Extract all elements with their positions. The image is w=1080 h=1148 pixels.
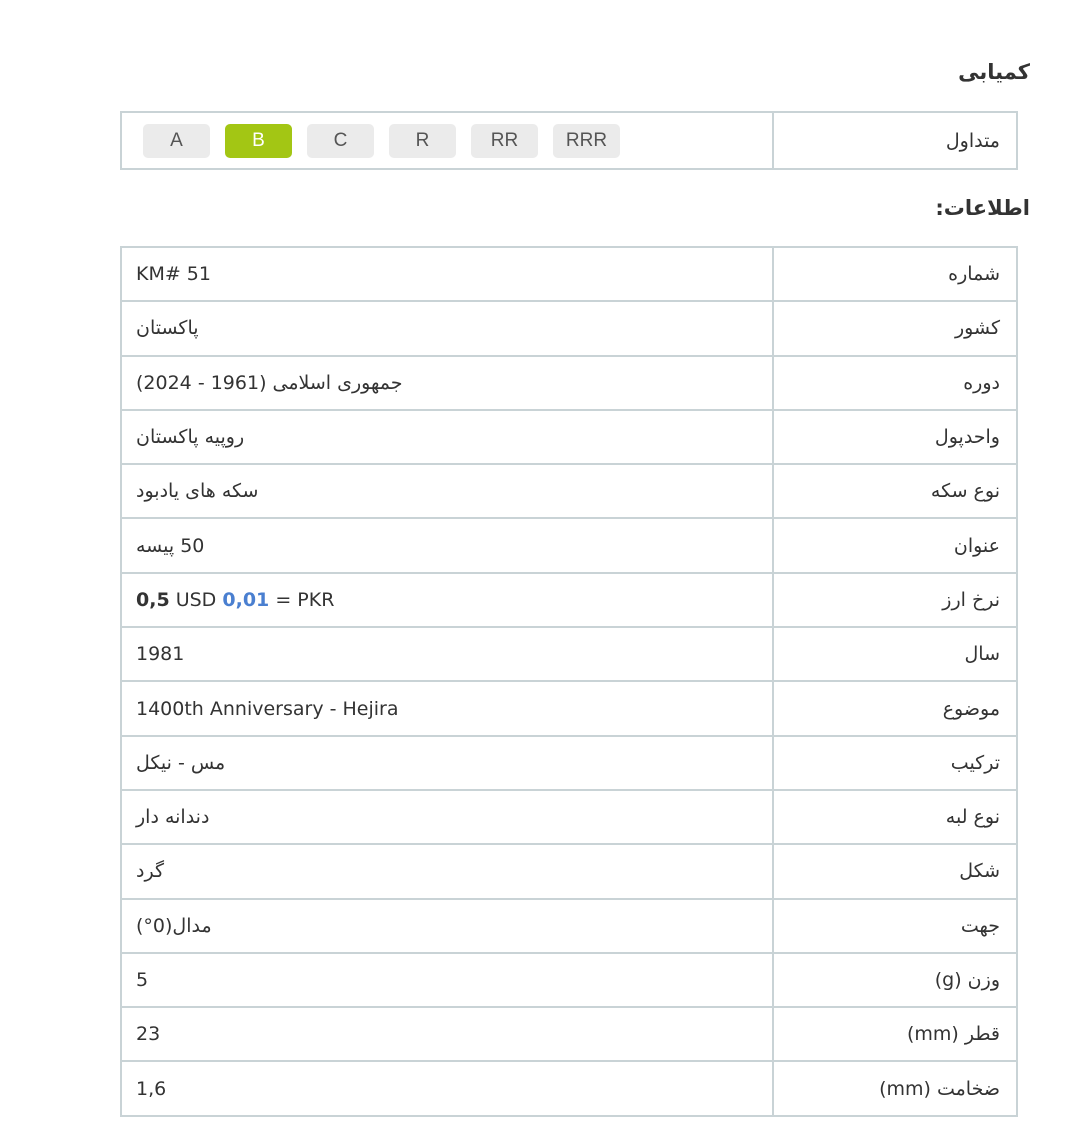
info-section-title: اطلاعات: bbox=[935, 196, 1030, 220]
info-label: نرخ ارز bbox=[773, 573, 1017, 627]
info-label: دوره bbox=[773, 356, 1017, 410]
info-row-currency bbox=[121, 410, 1017, 464]
rarity-badge-c[interactable]: C bbox=[307, 124, 374, 158]
country-value: پاکستان bbox=[136, 317, 199, 340]
currency-value: روپیه پاکستان bbox=[136, 426, 245, 449]
info-label: قطر (mm) bbox=[773, 1007, 1017, 1061]
info-table bbox=[120, 246, 1018, 1117]
info-row-year bbox=[121, 627, 1017, 681]
rarity-section-title: کمیابی bbox=[958, 60, 1030, 84]
info-row-subject bbox=[121, 681, 1017, 735]
rarity-badge-r[interactable]: R bbox=[389, 124, 456, 158]
info-value bbox=[121, 627, 773, 681]
info-row-title bbox=[121, 518, 1017, 572]
info-row-coin-type bbox=[121, 464, 1017, 518]
info-row-number bbox=[121, 247, 1017, 301]
coin-type-value: سکه های یادبود bbox=[136, 480, 259, 503]
info-label: جهت bbox=[773, 899, 1017, 953]
rate-base: PKR bbox=[297, 588, 335, 611]
info-label: کشور bbox=[773, 301, 1017, 355]
rate-amount: 0,5 bbox=[136, 588, 170, 611]
rarity-table bbox=[120, 111, 1018, 170]
subject-value: 1400th Anniversary - Hejira bbox=[136, 697, 399, 720]
rarity-badge-rr[interactable]: RR bbox=[471, 124, 538, 158]
info-value bbox=[121, 790, 773, 844]
info-label: موضوع bbox=[773, 681, 1017, 735]
orientation-value: مدال(0°) bbox=[136, 914, 212, 937]
info-label: شماره bbox=[773, 247, 1017, 301]
rate-currency: USD bbox=[175, 588, 217, 611]
info-value bbox=[121, 899, 773, 953]
edge-value: دندانه دار bbox=[136, 806, 210, 829]
rarity-badge-rrr[interactable]: RRR bbox=[553, 124, 620, 158]
info-value bbox=[121, 410, 773, 464]
info-value bbox=[121, 1007, 773, 1061]
rarity-badges bbox=[136, 124, 758, 158]
denomination-value: 50 پیسه bbox=[136, 534, 205, 557]
info-label: شکل bbox=[773, 844, 1017, 898]
info-label: ضخامت (mm) bbox=[773, 1061, 1017, 1115]
info-row-thickness bbox=[121, 1061, 1017, 1115]
exchange-rate-value bbox=[121, 573, 773, 627]
info-row-diameter bbox=[121, 1007, 1017, 1061]
info-value bbox=[121, 301, 773, 355]
info-label: نوع لبه bbox=[773, 790, 1017, 844]
thickness-value: 1,6 bbox=[136, 1077, 167, 1100]
rarity-badge-a[interactable]: A bbox=[143, 124, 210, 158]
rarity-grades-cell bbox=[121, 112, 773, 169]
rate-equals: = bbox=[275, 588, 292, 611]
info-value bbox=[121, 356, 773, 410]
composition-value: مس - نیکل bbox=[136, 751, 226, 774]
info-value bbox=[121, 1061, 773, 1115]
info-value bbox=[121, 844, 773, 898]
info-label: عنوان bbox=[773, 518, 1017, 572]
info-label: وزن (g) bbox=[773, 953, 1017, 1007]
rarity-label: متداول bbox=[773, 112, 1017, 169]
weight-value: 5 bbox=[136, 969, 149, 991]
info-row-period bbox=[121, 356, 1017, 410]
info-row-weight bbox=[121, 953, 1017, 1007]
period-value: جمهوری اسلامی (1961 - 2024) bbox=[136, 371, 403, 394]
shape-value: گرد bbox=[136, 860, 164, 883]
info-label: واحدپول bbox=[773, 410, 1017, 464]
diameter-value: 23 bbox=[136, 1023, 161, 1046]
info-value bbox=[121, 736, 773, 790]
year-value: 1981 bbox=[136, 643, 185, 666]
info-value bbox=[121, 518, 773, 572]
info-row-orientation bbox=[121, 899, 1017, 953]
info-label: نوع سکه bbox=[773, 464, 1017, 518]
info-row-country bbox=[121, 301, 1017, 355]
rate-converted: 0,01 bbox=[222, 588, 270, 611]
info-value bbox=[121, 464, 773, 518]
info-value bbox=[121, 247, 773, 301]
info-row-edge bbox=[121, 790, 1017, 844]
info-row-exchange-rate bbox=[121, 573, 1017, 627]
info-value bbox=[121, 681, 773, 735]
info-label: ترکیب bbox=[773, 736, 1017, 790]
info-label: سال bbox=[773, 627, 1017, 681]
exchange-rate-line bbox=[136, 589, 334, 611]
info-value bbox=[121, 953, 773, 1007]
info-row-composition bbox=[121, 736, 1017, 790]
rarity-badge-b[interactable]: B bbox=[225, 124, 292, 158]
info-row-shape bbox=[121, 844, 1017, 898]
catalog-number: KM# 51 bbox=[136, 263, 211, 286]
